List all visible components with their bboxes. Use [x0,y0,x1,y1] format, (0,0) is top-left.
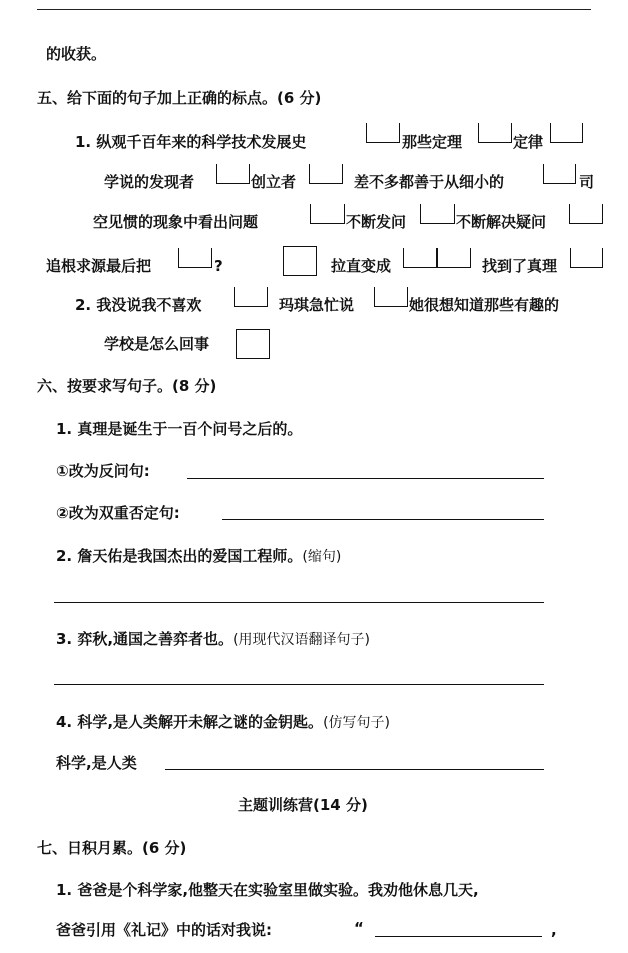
answer-line[interactable] [54,602,544,603]
punctuation-box[interactable] [478,123,512,143]
q5-1-text-c: 定律 [513,133,544,151]
q5-1-text-a: 1. 纵观千百年来的科学技术发展史 [75,133,307,151]
q6-3-sentence: 3. 弈秋,通国之善弈者也。(用现代汉语翻译句子) [56,630,370,648]
theme-title: 主题训练营(14 分) [238,796,368,814]
q5-1-text-g: 司 [579,173,595,191]
answer-line[interactable] [54,684,544,685]
answer-line[interactable] [222,519,544,520]
q5-1-text-j: 不断解决疑问 [456,213,547,231]
answer-line[interactable] [165,769,544,770]
q6-3-note: (用现代汉语翻译句子) [233,632,370,648]
q5-1-text-n: 找到了真理 [482,257,558,275]
q5-1-text-e: 创立者 [251,173,297,191]
q5-1-text-m: 拉直变成 [331,257,392,275]
section-6-heading: 六、按要求写句子。(8 分) [37,377,217,395]
punctuation-box[interactable] [550,123,583,143]
punctuation-box[interactable] [310,204,345,224]
punctuation-box[interactable] [374,287,408,307]
punctuation-box[interactable] [403,248,437,268]
q7-1-comma: , [551,921,557,939]
q5-1-text-f: 差不多都善于从细小的 [354,173,505,191]
q6-4-prompt: 科学,是人类 [56,754,137,772]
section-5-heading: 五、给下面的句子加上正确的标点。(6 分) [37,89,322,107]
punctuation-box[interactable] [543,164,576,184]
q6-1-sentence: 1. 真理是诞生于一百个问号之后的。 [56,420,303,438]
punctuation-box[interactable] [570,248,603,268]
top-fragment: 的收获。 [46,45,107,63]
answer-line[interactable] [187,478,544,479]
q6-4-sentence: 4. 科学,是人类解开未解之谜的金钥匙。(仿写句子) [56,713,390,731]
q5-2-text-d: 学校是怎么回事 [104,335,210,353]
q5-2-text-a: 2. 我没说我不喜欢 [75,296,202,314]
punctuation-box[interactable] [234,287,268,307]
q6-4-note: (仿写句子) [323,715,390,731]
punctuation-box[interactable] [178,248,212,268]
q5-1-text-i: 不断发问 [346,213,407,231]
q5-1-text-k: 追根求源最后把 [46,257,152,275]
q6-1-rhetorical-label: ①改为反问句: [56,462,150,480]
q7-1-open-quote: “ [354,919,364,937]
q5-1-text-h: 空见惯的现象中看出问题 [93,213,259,231]
section-7-heading: 七、日积月累。(6 分) [37,839,187,857]
q6-1-double-negative-label: ②改为双重否定句: [56,504,180,522]
punctuation-box[interactable] [437,248,471,268]
q6-2-note: (缩句) [302,549,342,565]
q5-1-text-d: 学说的发现者 [104,173,195,191]
q7-1-text-a: 1. 爸爸是个科学家,他整天在实验室里做实验。我劝他休息几天, [56,881,479,899]
q5-1-text-l: ? [214,257,223,275]
punctuation-box[interactable] [216,164,250,184]
punctuation-square[interactable] [283,246,317,276]
q6-2-sentence: 2. 詹天佑是我国杰出的爱国工程师。(缩句) [56,547,342,565]
q7-1-text-b: 爸爸引用《礼记》中的话对我说: [56,921,273,939]
answer-line[interactable] [375,936,542,937]
punctuation-square[interactable] [236,329,270,359]
punctuation-box[interactable] [309,164,343,184]
q5-2-text-b: 玛琪急忙说 [279,296,355,314]
q5-2-text-c: 她很想知道那些有趣的 [409,296,560,314]
top-rule [37,9,591,10]
punctuation-box[interactable] [420,204,455,224]
punctuation-box[interactable] [569,204,603,224]
q5-1-text-b: 那些定理 [402,133,463,151]
punctuation-box[interactable] [366,123,400,143]
